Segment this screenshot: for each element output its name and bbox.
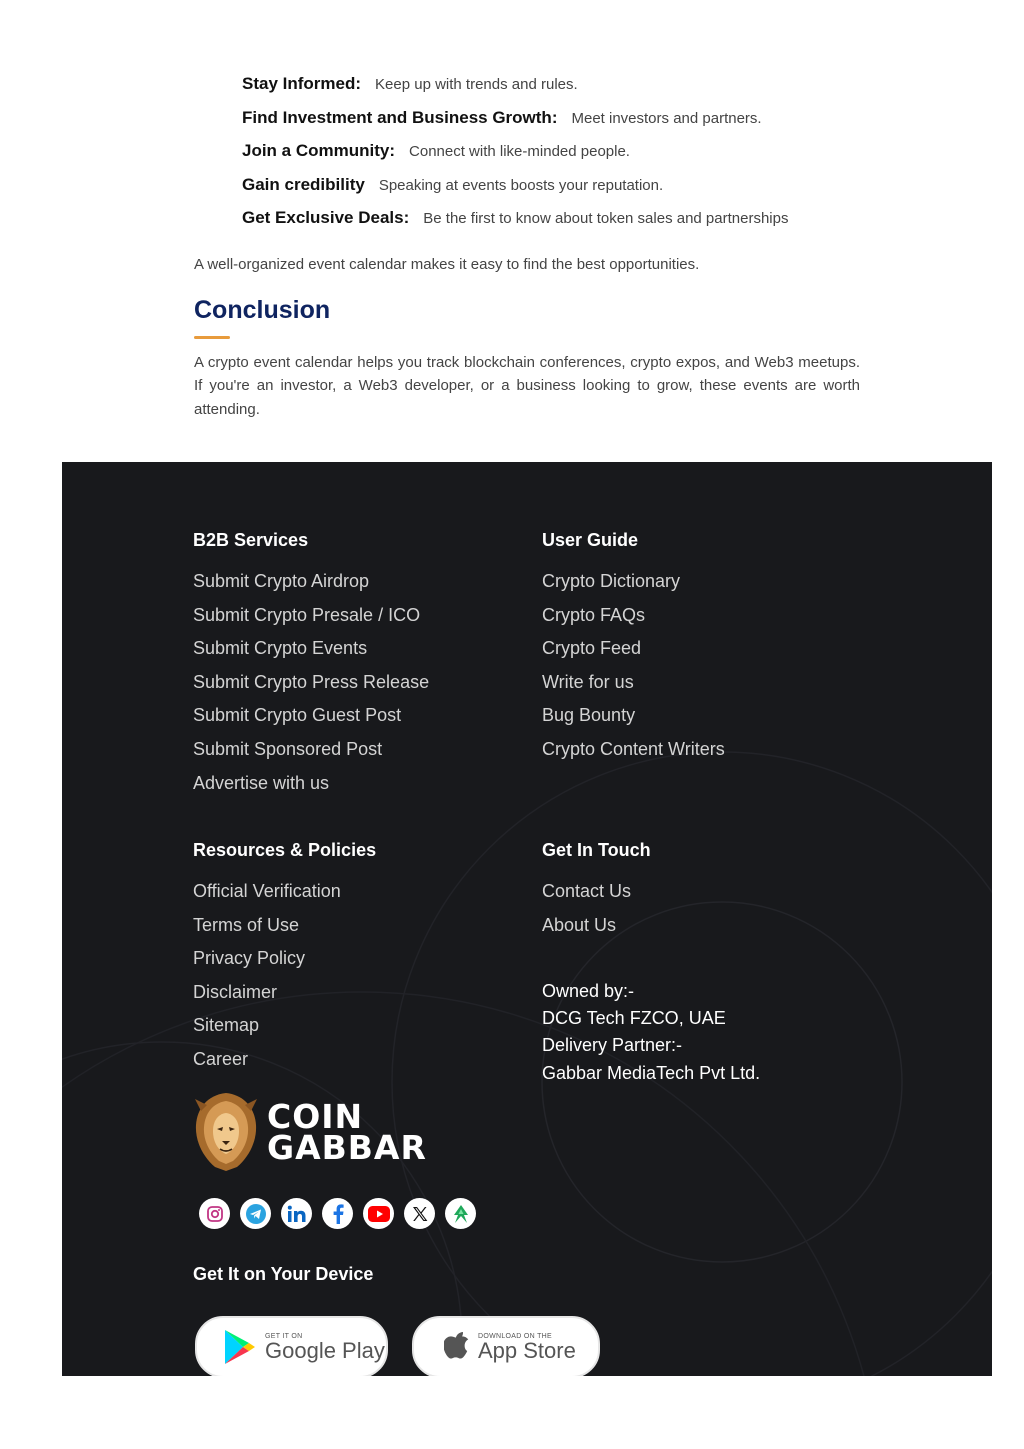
b2b-services-column xyxy=(193,525,429,800)
footer-link-submit-airdrop[interactable]: Submit Crypto Airdrop xyxy=(193,571,370,591)
benefit-item xyxy=(242,175,882,209)
telegram-icon[interactable] xyxy=(240,1198,271,1229)
benefit-title: Get Exclusive Deals: xyxy=(242,208,410,228)
owned-by-value: DCG Tech FZCO, UAE xyxy=(542,1008,726,1029)
benefit-item xyxy=(242,141,882,175)
footer-link-write-for-us[interactable]: Write for us xyxy=(542,671,634,692)
benefit-title: Find Investment and Business Growth: xyxy=(242,107,558,127)
delivery-partner-value: Gabbar MediaTech Pvt Ltd. xyxy=(542,1062,761,1083)
footer-link-content-writers[interactable]: Crypto Content Writers xyxy=(542,738,725,759)
benefit-item xyxy=(242,74,882,108)
user-guide-heading: User Guide xyxy=(542,530,639,550)
resources-links xyxy=(193,875,376,1077)
footer-link-crypto-faqs[interactable]: Crypto FAQs xyxy=(542,604,646,625)
footer-link-contact-us[interactable]: Contact Us xyxy=(542,881,632,901)
google-play-small-text: GET IT ON xyxy=(265,1332,303,1340)
linkedin-icon[interactable] xyxy=(281,1198,312,1229)
conclusion-heading: Conclusion xyxy=(194,296,331,324)
benefit-desc: Speaking at events boosts your reputation. xyxy=(378,176,664,194)
footer-link-terms[interactable]: Terms of Use xyxy=(193,914,300,935)
google-play-icon xyxy=(223,1328,257,1366)
logo-wordmark xyxy=(267,1097,427,1167)
footer-link-privacy[interactable]: Privacy Policy xyxy=(193,948,306,969)
footer-link-about-us[interactable]: About Us xyxy=(542,914,617,935)
conclusion-paragraph: A crypto event calendar helps you track blockchain conferences, crypto expos, and Web3 meetups. If you're an investor, a Web3 developer, or a business looking to grow, these events are worth attending. xyxy=(194,354,860,418)
user-guide-links xyxy=(542,565,725,767)
youtube-icon[interactable] xyxy=(363,1198,394,1229)
apple-icon xyxy=(444,1331,472,1363)
benefit-item xyxy=(242,108,882,142)
footer-link-sitemap[interactable]: Sitemap xyxy=(193,1015,260,1036)
app-store-button[interactable] xyxy=(412,1316,600,1376)
benefits-list xyxy=(242,74,882,242)
benefit-title: Gain credibility xyxy=(242,174,365,194)
benefit-desc: Connect with like-minded people. xyxy=(409,143,630,161)
google-play-label: Google Play xyxy=(265,1337,385,1363)
ownership-info xyxy=(542,978,760,1087)
instagram-icon[interactable] xyxy=(199,1198,230,1229)
benefit-title: Join a Community: xyxy=(242,141,396,161)
social-links xyxy=(199,1198,476,1229)
benefit-item xyxy=(242,208,882,242)
get-in-touch-links xyxy=(542,875,651,942)
benefit-desc: Meet investors and partners. xyxy=(571,109,762,127)
get-in-touch-heading: Get In Touch xyxy=(542,840,651,860)
footer-link-crypto-feed[interactable]: Crypto Feed xyxy=(542,638,642,659)
facebook-icon[interactable] xyxy=(322,1198,353,1229)
benefit-desc: Keep up with trends and rules. xyxy=(375,76,578,93)
logo-line-1: COIN xyxy=(267,1097,364,1136)
user-guide-column xyxy=(542,525,725,767)
footer-link-submit-sponsored-post[interactable]: Submit Sponsored Post xyxy=(193,738,383,759)
footer-link-official-verification[interactable]: Official Verification xyxy=(193,881,341,901)
google-play-button[interactable] xyxy=(195,1316,388,1376)
footer-link-career[interactable]: Career xyxy=(193,1048,249,1069)
b2b-services-heading: B2B Services xyxy=(193,530,309,550)
coingabbar-app-icon[interactable] xyxy=(445,1198,476,1229)
owned-by-label: Owned by:- xyxy=(542,981,635,1001)
footer-link-disclaimer[interactable]: Disclaimer xyxy=(193,981,278,1002)
footer-link-advertise[interactable]: Advertise with us xyxy=(193,772,330,793)
get-in-touch-column xyxy=(542,835,651,942)
heading-underline xyxy=(194,336,230,339)
app-store-label: App Store xyxy=(478,1337,576,1363)
lion-logo-icon xyxy=(193,1091,259,1173)
resources-column xyxy=(193,835,376,1077)
footer-link-submit-press-release[interactable]: Submit Crypto Press Release xyxy=(193,671,430,692)
resources-heading: Resources & Policies xyxy=(193,840,377,860)
benefit-desc: Be the first to know about token sales and partnerships xyxy=(423,210,789,228)
summary-paragraph: A well-organized event calendar makes it easy to find the best opportunities. xyxy=(194,256,700,273)
get-app-heading: Get It on Your Device xyxy=(193,1264,374,1284)
site-footer xyxy=(62,462,992,1376)
logo-line-2: GABBAR xyxy=(267,1128,427,1167)
x-icon[interactable] xyxy=(404,1198,435,1229)
footer-link-submit-guest-post[interactable]: Submit Crypto Guest Post xyxy=(193,705,402,726)
app-store-small-text: DOWNLOAD ON THE xyxy=(478,1332,552,1340)
benefit-title: Stay Informed: xyxy=(242,74,362,93)
b2b-services-links xyxy=(193,565,429,800)
footer-link-crypto-dictionary[interactable]: Crypto Dictionary xyxy=(542,571,681,591)
coingabbar-logo[interactable] xyxy=(193,1090,433,1174)
footer-link-submit-presale[interactable]: Submit Crypto Presale / ICO xyxy=(193,604,421,625)
delivery-partner-label: Delivery Partner:- xyxy=(542,1035,683,1056)
footer-link-submit-events[interactable]: Submit Crypto Events xyxy=(193,638,368,659)
footer-link-bug-bounty[interactable]: Bug Bounty xyxy=(542,705,636,726)
